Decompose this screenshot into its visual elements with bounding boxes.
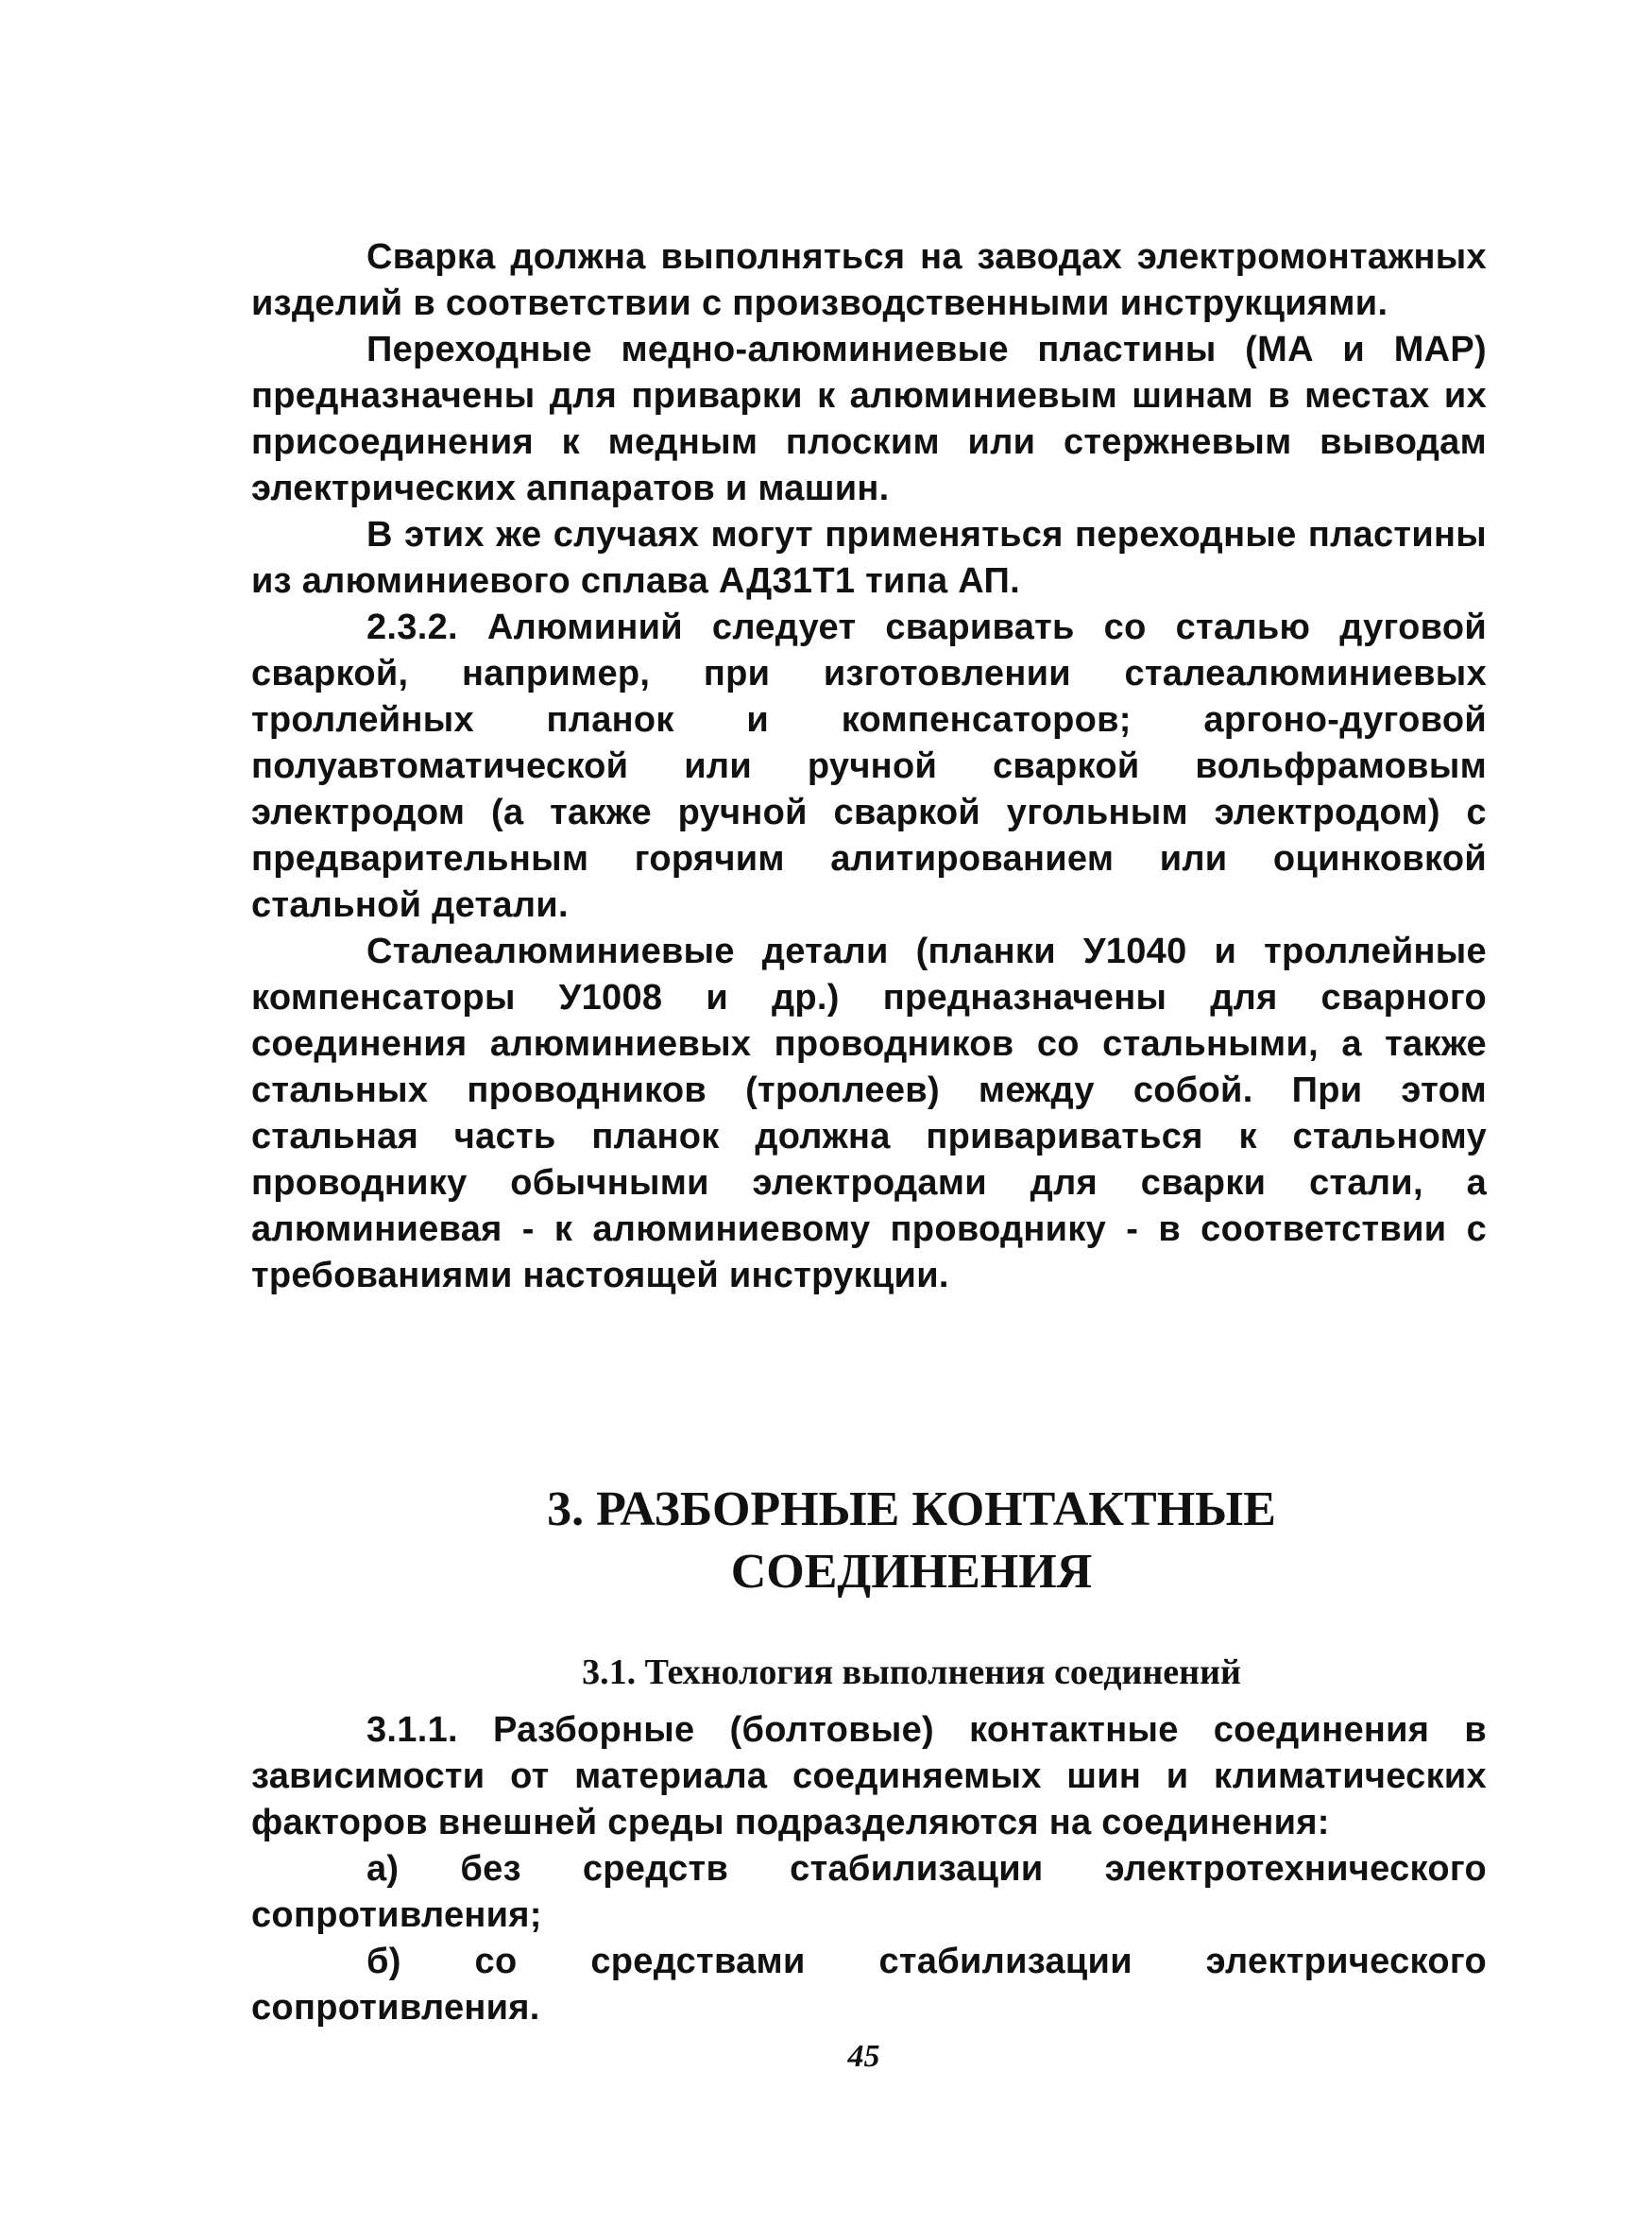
section-title (251, 1479, 1487, 1603)
body-text-bottom (251, 1707, 1487, 2031)
section-title-line: СОЕДИНЕНИЯ (730, 1545, 1093, 1599)
paragraph: Сварка должна выполняться на заводах электромонтажных изделий в соответствии с производственными инструкциями. (251, 237, 1487, 323)
section-title-line: 3. РАЗБОРНЫЕ КОНТАКТНЫЕ (547, 1482, 1276, 1536)
paragraph: б) со средствами стабилизации электрического сопротивления. (251, 1942, 1487, 2028)
body-text-top (251, 234, 1487, 1299)
paragraph: Переходные медно-алюминиевые пластины (МА и МАР) предназначены для приварки к алюминиевым шинам в местах их присоединения к медным плоским или стержневым выводам электрических аппаратов и машин. (251, 330, 1487, 508)
paragraph: 2.3.2. Алюминий следует сваривать со сталью дуговой сваркой, например, при изготовлении сталеалюминиевых троллейных планок и компенсаторов; аргоно-дуговой полуавтоматической или ручной сваркой вольфрамовым электродом (а также ручной сваркой угольным электродом) с предварительным горячим алитированием или оцинковкой стальной детали. (251, 608, 1487, 925)
paragraph: Сталеалюминиевые детали (планки У1040 и троллейные компенсаторы У1008 и др.) предназначены для сварного соединения алюминиевых проводников со стальными, а также стальных проводников (троллеев) между собой. При этом стальная часть планок должна привариваться к стальному проводнику обычными электродами для сварки стали, а алюминиевая - к алюминиевому проводнику - в соответствии с требованиями настоящей инструкции. (251, 932, 1487, 1295)
subsection-title: 3.1. Технология выполнения соединений (582, 1652, 1241, 1692)
paragraph: а) без средств стабилизации электротехнического сопротивления; (251, 1849, 1487, 1935)
page-number: 45 (847, 2039, 880, 2074)
paragraph: 3.1.1. Разборные (болтовые) контактные соединения в зависимости от материала соединяемых шин и климатических факторов внешней среды подразделяются на соединения: (251, 1710, 1487, 1842)
paragraph: В этих же случаях могут применяться переходные пластины из алюминиевого сплава АД31Т1 типа АП. (251, 515, 1487, 601)
